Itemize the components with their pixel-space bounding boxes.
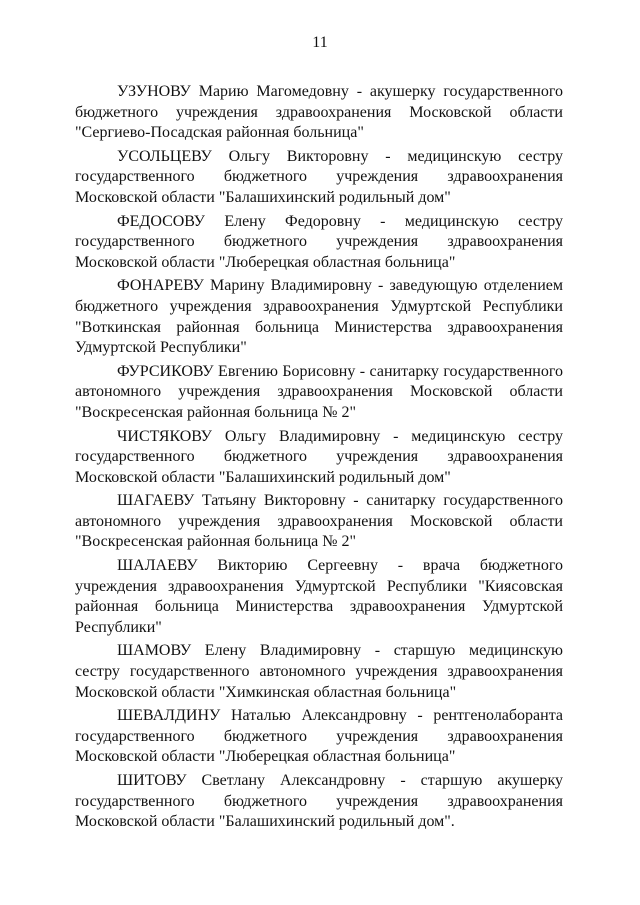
list-item: ШАМОВУ Елену Владимировну - старшую медицинскую сестру государственного автономного учреждения здравоохранения Московской области "Химкинская областная больница" [75, 642, 563, 701]
list-item: ФОНАРЕВУ Марину Владимировну - заведующую отделением бюджетного учреждения здравоохранения Удмуртской Республики "Воткинская районная больница Министерства здравоохранения Удмуртской Республики" [75, 277, 563, 357]
page-number: 11 [312, 34, 328, 51]
list-item: ШАЛАЕВУ Викторию Сергеевну - врача бюджетного учреждения здравоохранения Удмуртской Республики "Киясовская районная больница Министерства здравоохранения Удмуртской Республики" [75, 557, 563, 636]
list-item: ШИТОВУ Светлану Александровну - старшую акушерку государственного бюджетного учреждения здравоохранения Московской области "Балашихинский родильный дом". [75, 772, 563, 831]
award-list [75, 82, 563, 836]
list-item: ЧИСТЯКОВУ Ольгу Владимировну - медицинскую сестру государственного бюджетного учреждения здравоохранения Московской области "Балашихинский родильный дом" [75, 427, 563, 486]
list-item: ШАГАЕВУ Татьяну Викторовну - санитарку государственного автономного учреждения здравоохранения Московской области "Воскресенская районная больница № 2" [75, 492, 563, 551]
list-item: ФУРСИКОВУ Евгению Борисовну - санитарку государственного автономного учреждения здравоохранения Московской области "Воскресенская районная больница № 2" [75, 362, 563, 421]
list-item: УСОЛЬЦЕВУ Ольгу Викторовну - медицинскую сестру государственного бюджетного учреждения здравоохранения Московской области "Балашихинский родильный дом" [75, 147, 563, 206]
list-item: ШЕВАЛДИНУ Наталью Александровну - рентгенолаборанта государственного бюджетного учреждения здравоохранения Московской области "Люберецкая областная больница" [75, 707, 563, 766]
list-item: ФЕДОСОВУ Елену Федоровну - медицинскую сестру государственного бюджетного учреждения здравоохранения Московской области "Люберецкая областная больница" [75, 212, 563, 271]
list-item: УЗУНОВУ Марию Магомедовну - акушерку государственного бюджетного учреждения здравоохранения Московской области "Сергиево-Посадская районная больница" [75, 83, 563, 142]
